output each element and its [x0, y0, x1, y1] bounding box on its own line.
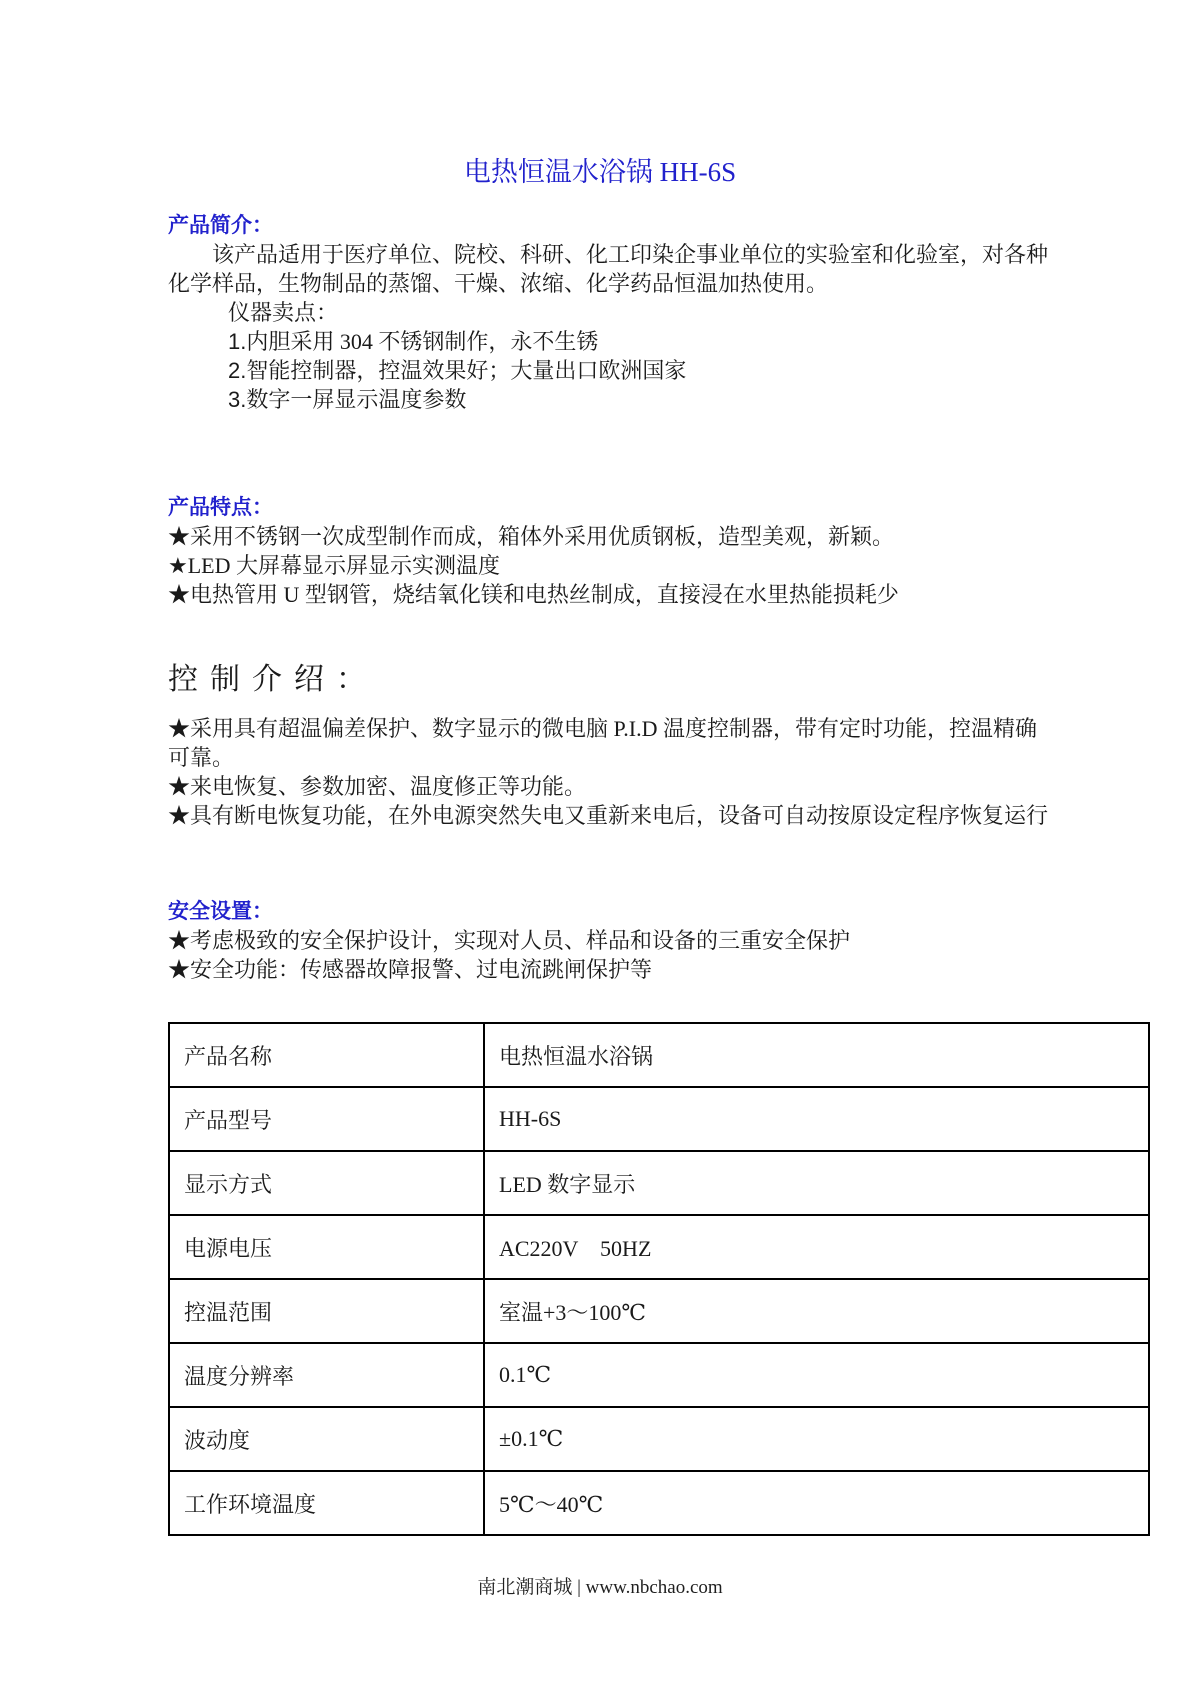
item-number: 1. — [228, 329, 247, 354]
features-heading: 产品特点： — [168, 495, 273, 519]
footer-text: 南北潮商城 | www.nbchao.com — [477, 1577, 723, 1598]
spec-label: 电源电压 — [169, 1215, 484, 1279]
item-text: 内胆采用 304 不锈钢制作，永不生锈 — [246, 329, 599, 354]
page-title: 电热恒温水浴锅 HH-6S — [463, 157, 737, 187]
feature-item: ★LED 大屏幕显示屏显示实测温度 — [168, 553, 500, 578]
spec-label: 工作环境温度 — [169, 1471, 484, 1535]
spec-label: 温度分辨率 — [169, 1343, 484, 1407]
item-text: 数字一屏显示温度参数 — [246, 387, 467, 412]
safety-heading: 安全设置： — [168, 899, 273, 923]
safety-item: ★安全功能：传感器故障报警、过电流跳闸保护等 — [168, 957, 653, 982]
control-item: ★具有断电恢复功能，在外电源突然失电又重新来电后，设备可自动按原设定程序恢复运行 — [168, 803, 1049, 828]
table-row — [169, 1023, 1149, 1087]
spec-value: LED 数字显示 — [484, 1151, 1149, 1215]
table-row — [169, 1215, 1149, 1279]
spec-value: ±0.1℃ — [484, 1407, 1149, 1471]
item-number: 3. — [228, 387, 247, 412]
table-row — [169, 1407, 1149, 1471]
spec-value: 0.1℃ — [484, 1343, 1149, 1407]
selling-points-label: 仪器卖点： — [228, 300, 339, 325]
spec-value: 电热恒温水浴锅 — [484, 1023, 1149, 1087]
item-number: 2. — [228, 358, 247, 383]
spec-value: HH-6S — [484, 1087, 1149, 1151]
intro-section — [168, 210, 1048, 414]
spec-label: 产品名称 — [169, 1023, 484, 1087]
table-row — [169, 1471, 1149, 1535]
feature-item: ★采用不锈钢一次成型制作而成，箱体外采用优质钢板，造型美观，新颖。 — [168, 524, 895, 549]
spec-label: 产品型号 — [169, 1087, 484, 1151]
table-row — [169, 1151, 1149, 1215]
control-item: ★来电恢复、参数加密、温度修正等功能。 — [168, 774, 587, 799]
spec-value: 5℃～40℃ — [484, 1471, 1149, 1535]
safety-item: ★考虑极致的安全保护设计，实现对人员、样品和设备的三重安全保护 — [168, 928, 851, 953]
feature-item: ★电热管用 U 型钢管，烧结氧化镁和电热丝制成，直接浸在水里热能损耗少 — [168, 582, 899, 607]
spec-value: AC220V 50HZ — [484, 1215, 1149, 1279]
table-row — [169, 1279, 1149, 1343]
spec-label: 波动度 — [169, 1407, 484, 1471]
spec-table — [168, 1022, 1150, 1536]
selling-point-item — [228, 327, 1048, 356]
intro-heading: 产品简介： — [168, 213, 273, 237]
spec-label: 控温范围 — [169, 1279, 484, 1343]
selling-point-item — [228, 385, 1048, 414]
safety-section — [168, 896, 1048, 984]
intro-paragraph: 该产品适用于医疗单位、院校、科研、化工印染企事业单位的实验室和化验室，对各种化学样品，生物制品的蒸馏、干燥、浓缩、化学药品恒温加热使用。 — [168, 242, 1049, 296]
selling-point-item — [228, 356, 1048, 385]
table-row — [169, 1343, 1149, 1407]
features-section — [168, 492, 1048, 609]
spec-value: 室温+3～100℃ — [484, 1279, 1149, 1343]
table-row — [169, 1087, 1149, 1151]
selling-points — [228, 298, 1048, 414]
control-item: ★采用具有超温偏差保护、数字显示的微电脑 P.I.D 温度控制器，带有定时功能，控温精确可靠。 — [168, 716, 1038, 770]
spec-label: 显示方式 — [169, 1151, 484, 1215]
item-text: 智能控制器，控温效果好；大量出口欧洲国家 — [246, 358, 687, 383]
control-section — [168, 660, 1048, 830]
control-heading: 控制介绍： — [168, 663, 378, 696]
